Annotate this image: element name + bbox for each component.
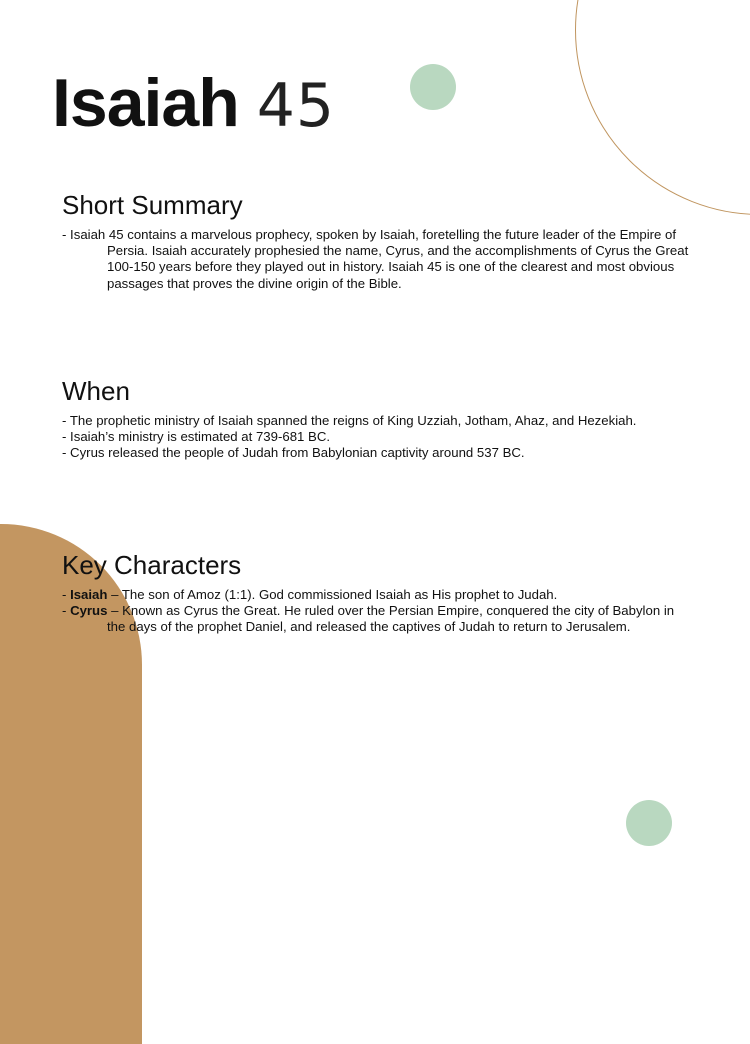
when-heading: When	[62, 376, 130, 406]
summary-heading: Short Summary	[62, 190, 243, 220]
summary-item: - Isaiah 45 contains a marvelous prophecy, spoken by Isaiah, foretelling the future leader of the Empire of Persia. Isaiah accurately prophesied the name, Cyrus, and the accomplishments of Cyrus the Great 100-150 years before they played out in history. Isaiah 45 is one of the clearest and most obvious passages that proves the divine origin of the Bible.	[62, 227, 689, 291]
decorative-outline-circle	[575, 0, 750, 215]
when-list	[62, 413, 692, 462]
when-item: - The prophetic ministry of Isaiah spanned the reigns of King Uzziah, Jotham, Ahaz, and Hezekiah.	[62, 413, 637, 428]
character-name: Cyrus	[70, 603, 108, 619]
when-item: - Cyrus released the people of Judah from Babylonian captivity around 537 BC.	[62, 445, 525, 461]
title-chapter: 45	[256, 71, 336, 141]
decorative-green-dot-bottom	[626, 800, 672, 846]
summary-section	[62, 189, 692, 292]
when-item: - Isaiah’s ministry is estimated at 739-681 BC.	[62, 429, 331, 445]
key-characters-section	[62, 549, 692, 636]
summary-list	[62, 227, 692, 292]
character-name: Isaiah	[70, 587, 108, 602]
title-book: Isaiah	[52, 65, 239, 141]
character-prefix: -	[62, 603, 71, 619]
character-prefix: -	[62, 587, 71, 602]
character-item	[62, 603, 692, 635]
character-description: – The son of Amoz (1:1). God commissioned Isaiah as His prophet to Judah.	[107, 587, 558, 602]
character-item	[62, 587, 692, 603]
key-characters-list	[62, 587, 692, 636]
key-characters-heading: Key Characters	[62, 550, 242, 580]
page-title	[52, 62, 335, 147]
when-section	[62, 375, 692, 462]
decorative-green-dot-top	[410, 64, 456, 110]
character-description: – Known as Cyrus the Great. He ruled over the Persian Empire, conquered the city of Babylon in the days of the prophet Daniel, and released the captives of Judah to return to Jerusalem.	[107, 603, 675, 635]
